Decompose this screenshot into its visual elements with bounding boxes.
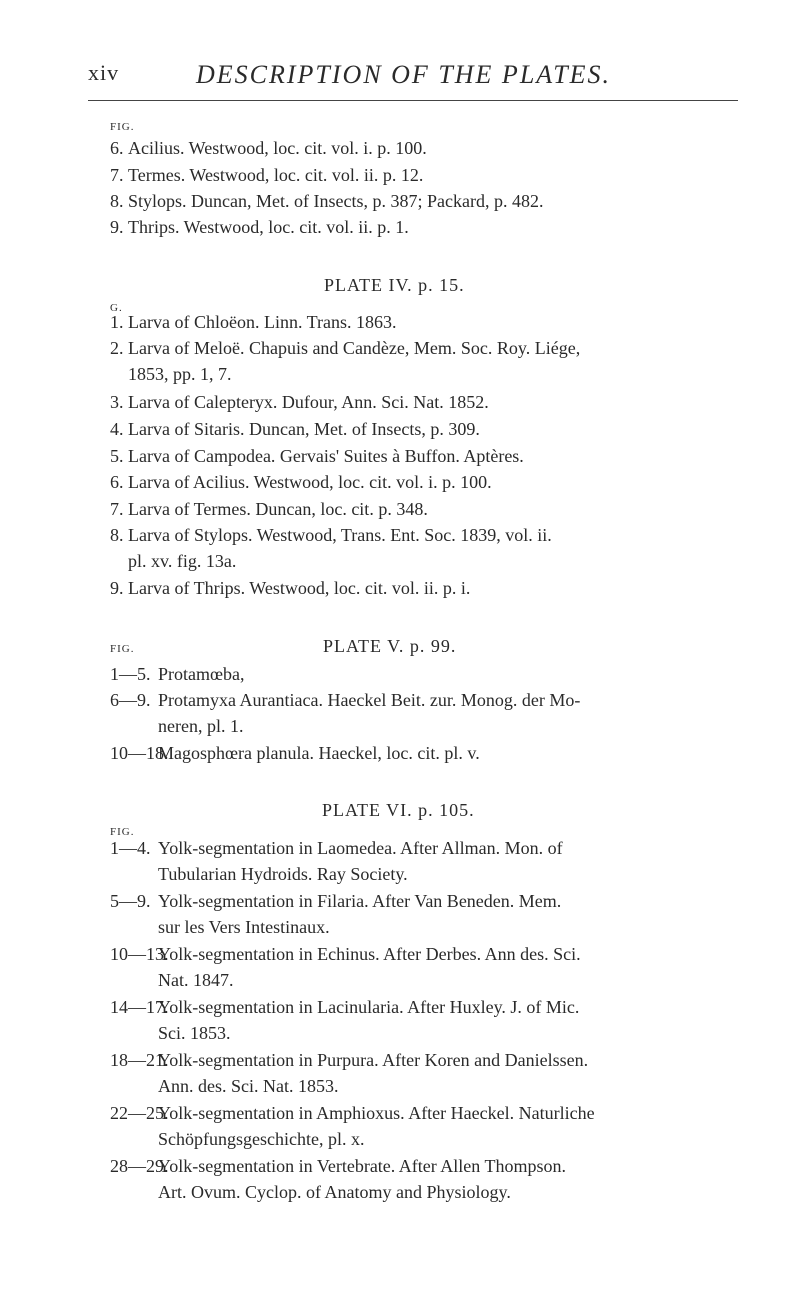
list-item-continuation: Art. Ovum. Cyclop. of Anatomy and Physiology.	[158, 1182, 511, 1202]
list-item: 18—21.Yolk-segmentation in Purpura. After Koren and Danielssen.	[110, 1050, 589, 1070]
list-item-continuation: Ann. des. Sci. Nat. 1853.	[158, 1076, 339, 1096]
list-item: 7. Termes. Westwood, loc. cit. vol. ii. p. 12.	[110, 165, 424, 185]
list-item-continuation: Tubularian Hydroids. Ray Society.	[158, 864, 408, 884]
list-item: 8. Stylops. Duncan, Met. of Insects, p. 387; Packard, p. 482.	[110, 191, 544, 211]
list-item: 22—25.Yolk-segmentation in Amphioxus. After Haeckel. Naturliche	[110, 1103, 595, 1123]
list-item: 5—9. Yolk-segmentation in Filaria. After Van Beneden. Mem.	[110, 891, 562, 911]
list-item-continuation: 1853, pp. 1, 7.	[128, 364, 232, 384]
list-item: 9. Thrips. Westwood, loc. cit. vol. ii. p. 1.	[110, 217, 409, 237]
list-item: 1—4. Yolk-segmentation in Laomedea. After Allman. Mon. of	[110, 838, 563, 858]
list-item: 1—5. Protamœba,	[110, 664, 245, 684]
list-item: 10—18.Magosphœra planula. Haeckel, loc. cit. pl. v.	[110, 743, 480, 763]
plate-title: PLATE VI. p. 105.	[322, 800, 475, 820]
page-title: DESCRIPTION OF THE PLATES.	[196, 60, 612, 89]
list-item: 9. Larva of Thrips. Westwood, loc. cit. vol. ii. p. i.	[110, 578, 471, 598]
list-item: 28—29.Yolk-segmentation in Vertebrate. After Allen Thompson.	[110, 1156, 566, 1176]
fig-label: FIG.	[110, 643, 135, 655]
fig-label: G.	[110, 302, 123, 314]
list-item: 14—17.Yolk-segmentation in Lacinularia. After Huxley. J. of Mic.	[110, 997, 580, 1017]
list-item-continuation: neren, pl. 1.	[158, 716, 244, 736]
list-item-continuation: Schöpfungsgeschichte, pl. x.	[158, 1129, 365, 1149]
plate-title: PLATE V. p. 99.	[323, 636, 457, 656]
list-item-continuation: Nat. 1847.	[158, 970, 234, 990]
list-item: 6. Acilius. Westwood, loc. cit. vol. i. p. 100.	[110, 138, 427, 158]
list-item-continuation: sur les Vers Intestinaux.	[158, 917, 330, 937]
list-item: 8. Larva of Stylops. Westwood, Trans. Ent. Soc. 1839, vol. ii.	[110, 525, 552, 545]
list-item: 5. Larva of Campodea. Gervais' Suites à Buffon. Aptères.	[110, 446, 524, 466]
list-item: 2. Larva of Meloë. Chapuis and Candèze, Mem. Soc. Roy. Liége,	[110, 338, 581, 358]
page-number: xiv	[88, 60, 120, 85]
list-item-continuation: Sci. 1853.	[158, 1023, 231, 1043]
list-item: 3. Larva of Calepteryx. Dufour, Ann. Sci. Nat. 1852.	[110, 392, 489, 412]
list-item: 10—13.Yolk-segmentation in Echinus. After Derbes. Ann des. Sci.	[110, 944, 581, 964]
list-item: 7. Larva of Termes. Duncan, loc. cit. p. 348.	[110, 499, 428, 519]
fig-label: FIG.	[110, 121, 135, 133]
plate-title: PLATE IV. p. 15.	[324, 275, 465, 295]
list-item: 6—9. Protamyxa Aurantiaca. Haeckel Beit. zur. Monog. der Mo-	[110, 690, 581, 710]
header-rule	[88, 100, 738, 101]
list-item: 1. Larva of Chloëon. Linn. Trans. 1863.	[110, 312, 397, 332]
running-head	[76, 60, 756, 100]
fig-label: FIG.	[110, 826, 135, 838]
list-item: 6. Larva of Acilius. Westwood, loc. cit. vol. i. p. 100.	[110, 472, 492, 492]
list-item-continuation: pl. xv. fig. 13a.	[128, 551, 237, 571]
list-item: 4. Larva of Sitaris. Duncan, Met. of Insects, p. 309.	[110, 419, 480, 439]
